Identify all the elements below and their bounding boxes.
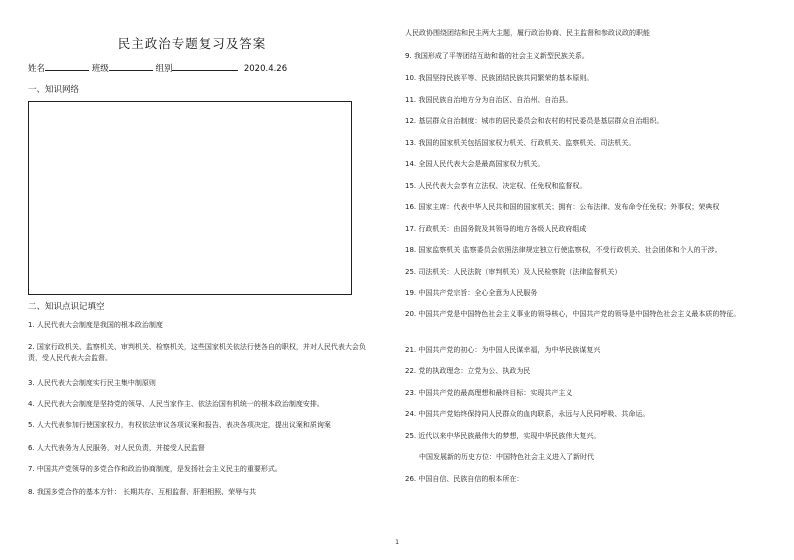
left-item-3: 3. 人民代表大会制度实行民主集中制原则 [28,379,156,387]
left-item-2: 2. 国家行政机关、监察机关、审判机关、检察机关，这些国家机关依法行使各自的职权，并对人民代表大会负责，受人民代表大会监督。 [28,343,366,362]
right-item-12: 19. 中国共产党宗旨：全心全意为人民服务 [405,289,538,297]
right-item-11: 25. 司法机关：人民法院（审判机关）及人民检察院（法律监督机关） [405,268,622,276]
right-item-8: 16. 国家主席：代表中华人民共和国的国家机关；拥有：公布法律、发布命令任免权；外事权；荣典权 [405,203,720,211]
right-item-10: 18. 国家监察机关 监察委员会依照法律规定独立行使监察权，不受行政机关、社会团体和个人的干涉。 [405,246,722,254]
section-knowledge-network: 一、知识网络 [28,85,80,95]
knowledge-network-box [28,101,352,295]
right-item-5: 13. 我国的国家机关包括国家权力机关、行政机关、监察机关、司法机关。 [405,139,636,147]
right-item-16: 23. 中国共产党的最高理想和最终目标：实现共产主义 [405,389,573,397]
section-fill-in: 二、知识点识记填空 [28,302,105,312]
right-item-0: 人民政协围绕团结和民主两大主题，履行政治协商、民主监督和参政议政的职能 [405,29,650,37]
left-column [22,0,384,560]
student-info-line [28,61,287,74]
left-item-8: 8. 我国多党合作的基本方针： 长期共存、互相监督、肝胆相照、荣辱与共 [28,488,257,496]
left-item-5: 5. 人大代表参加行使国家权力，有权依法审议各项议案和报告、表决各项决定，提出议案和质询案 [28,421,331,429]
right-item-3: 11. 我国民族自治地方分为自治区、自治州、自治县。 [405,96,573,104]
right-item-14: 21. 中国共产党的初心：为中国人民谋幸福，为中华民族谋复兴 [405,346,601,354]
right-item-2: 10. 我国坚持民族平等、民族团结民族共同繁荣的基本原则。 [405,74,594,82]
page-number: 1 [395,538,400,546]
class-label: 班级 [91,64,109,74]
right-column [405,0,777,560]
right-item-4: 12. 基层群众自治制度：城市的居民委员会和农村的村民委员是基层群众自治组织。 [405,117,664,125]
right-item-13: 20. 中国共产党是中国特色社会主义事业的领导核心，中国共产党的领导是中国特色社会主义最本质的特征。 [405,310,741,318]
right-item-9: 17. 行政机关：由国务院及其领导的地方各级人民政府组成 [405,225,587,233]
left-item-7: 7. 中国共产党领导的多党合作和政治协商制度，是发扬社会主义民主的重要形式。 [28,465,282,473]
name-label: 姓名 [28,64,46,74]
right-item-6: 14. 全国人民代表大会是最高国家权力机关。 [405,160,545,168]
group-label: 组别 [155,64,173,74]
date-text: 2020.4.26 [243,64,288,74]
document-title: 民主政治专题复习及答案 [117,36,267,51]
right-item-17: 24. 中国共产党始终保持同人民群众的血肉联系，永远与人民同呼吸、共命运。 [405,410,650,418]
right-item-7: 15. 人民代表大会享有立法权、决定权、任免权和监督权。 [405,182,587,190]
left-item-1: 1. 人民代表大会制度是我国的根本政治制度 [28,321,163,329]
left-item-6: 6. 人大代表务为人民服务，对人民负责，并接受人民监督 [28,444,205,452]
right-item-1: 9. 我国形成了平等团结互助和谐的社会主义新型民族关系。 [405,52,589,60]
right-item-19: 中国发展新的历史方位：中国特色社会主义进入了新时代 [419,453,594,461]
name-blank [45,61,89,71]
right-item-20: 26. 中国自信、民族自信的根本所在： [405,475,524,483]
right-item-18: 25. 近代以来中华民族最伟大的梦想，实现中华民族伟大复兴。 [405,432,601,440]
class-blank [109,61,153,71]
group-blank [172,61,238,71]
left-item-4: 4. 人民代表大会制度是坚持党的领导、人民当家作主、依法治国有机统一的根本政治制度安排。 [28,400,324,408]
right-item-15: 22. 党的执政理念：立党为公、执政为民 [405,367,531,375]
